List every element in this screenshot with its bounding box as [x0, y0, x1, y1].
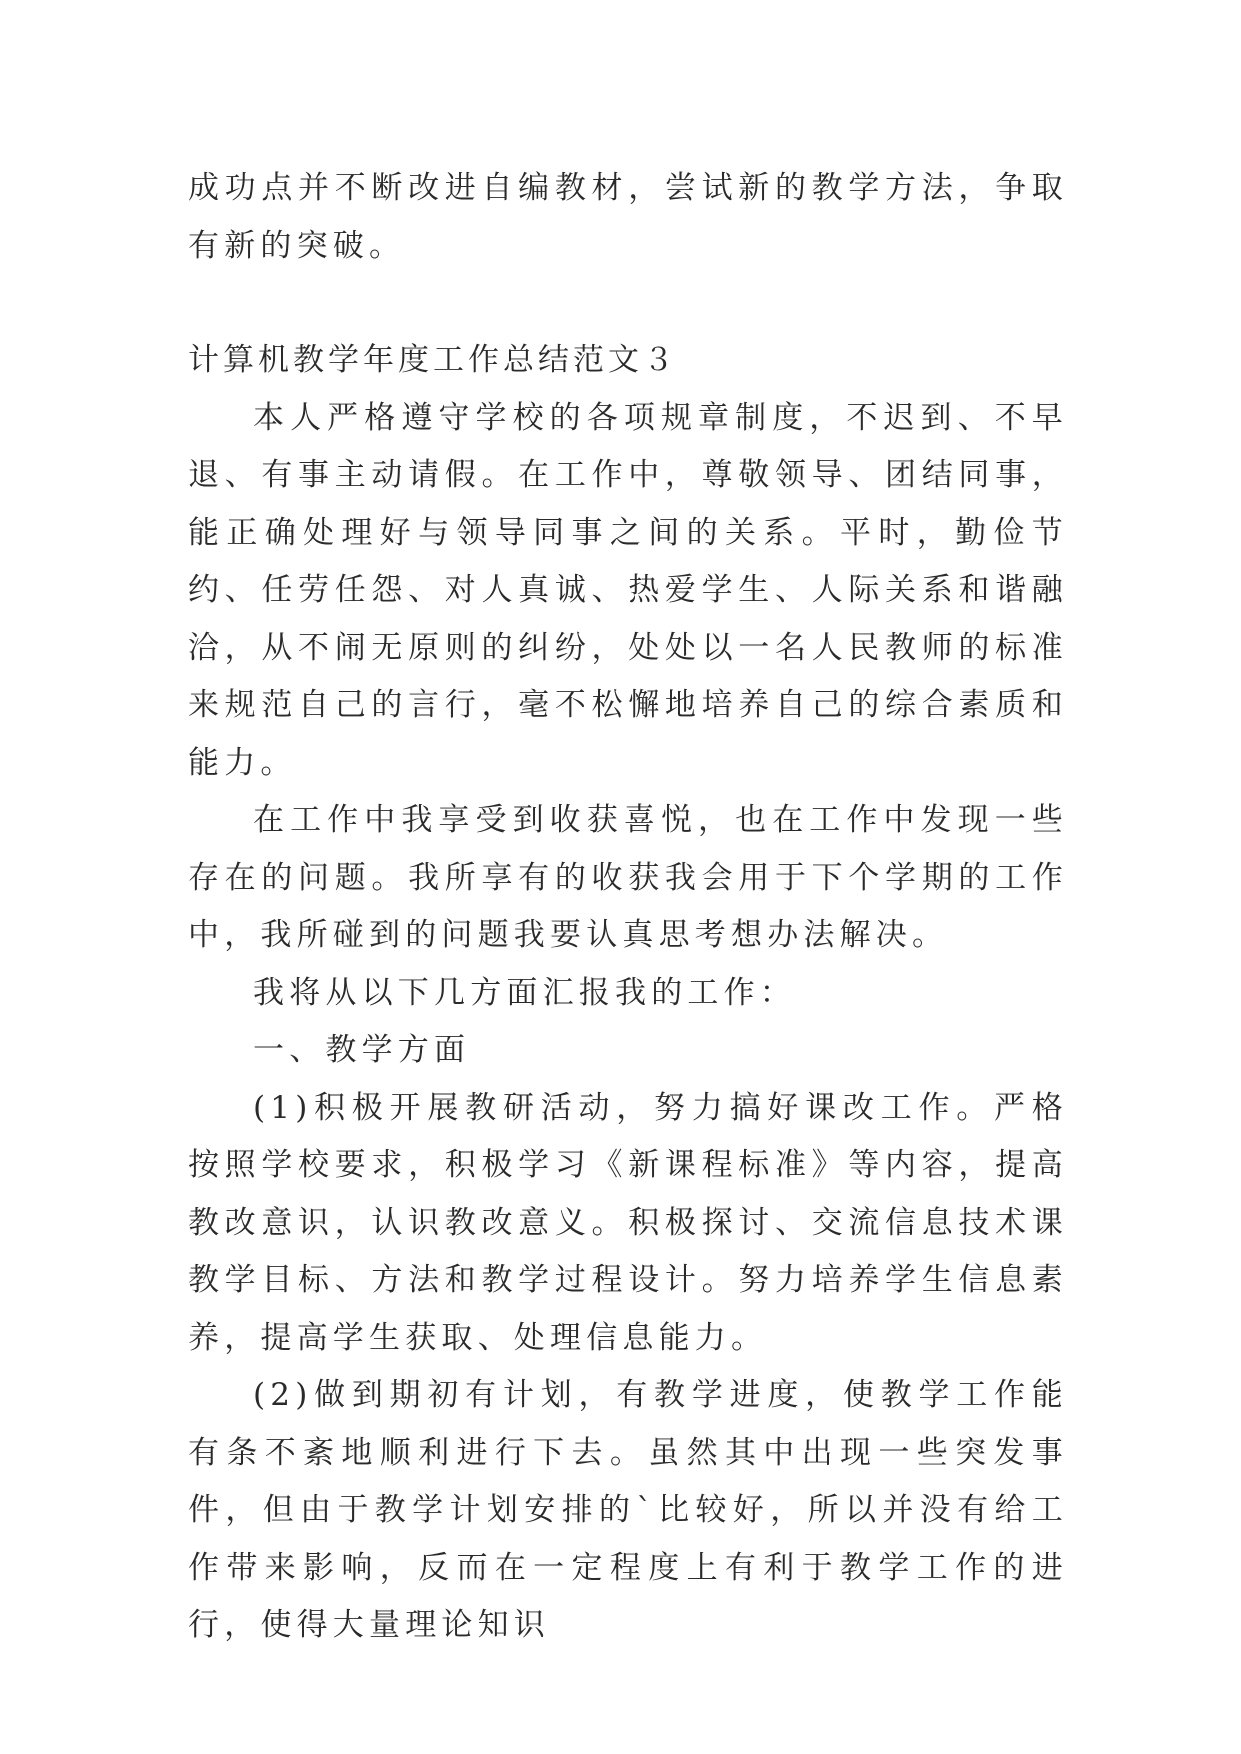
paragraph: 我将从以下几方面汇报我的工作： — [253, 974, 796, 1011]
paragraph: (2)做到期初有计划，有教学进度，使教学工作能有条不紊地顺利进行下去。虽然其中出现一些突发事件，但由于教学计划安排的`比较好，所以并没有给工作带来影响，反而在一定程度上有利于教学工作的进行，使得大量理论知识 — [188, 1377, 1068, 1643]
paragraph: 在工作中我享受到收获喜悦，也在工作中发现一些存在的问题。我所享有的收获我会用于下个学期的工作中，我所碰到的问题我要认真思考想办法解决。 — [188, 802, 1068, 953]
paragraph: 本人严格遵守学校的各项规章制度，不迟到、不早退、有事主动请假。在工作中，尊敬领导、团结同事，能正确处理好与领导同事之间的关系。平时，勤俭节约、任劳任怨、对人真诚、热爱学生、人际关系和谐融洽，从不闹无原则的纠纷，处处以一名人民教师的标准来规范自己的言行，毫不松懈地培养自己的综合素质和能力。 — [188, 399, 1068, 781]
document-body — [188, 160, 1068, 1655]
paragraph: (1)积极开展教研活动，努力搞好课改工作。严格按照学校要求，积极学习《新课程标准》等内容，提高教改意识，认识教改意义。积极探讨、交流信息技术课教学目标、方法和教学过程设计。努力培养学生信息素养，提高学生获取、处理信息能力。 — [188, 1089, 1068, 1356]
section-heading: 计算机教学年度工作总结范文３ — [188, 342, 678, 378]
subsection-heading: 一、教学方面 — [253, 1032, 471, 1068]
paragraph-gap — [188, 275, 1068, 332]
paragraph-continuation: 成功点并不断改进自编教材，尝试新的教学方法，争取有新的突破。 — [188, 170, 1068, 264]
